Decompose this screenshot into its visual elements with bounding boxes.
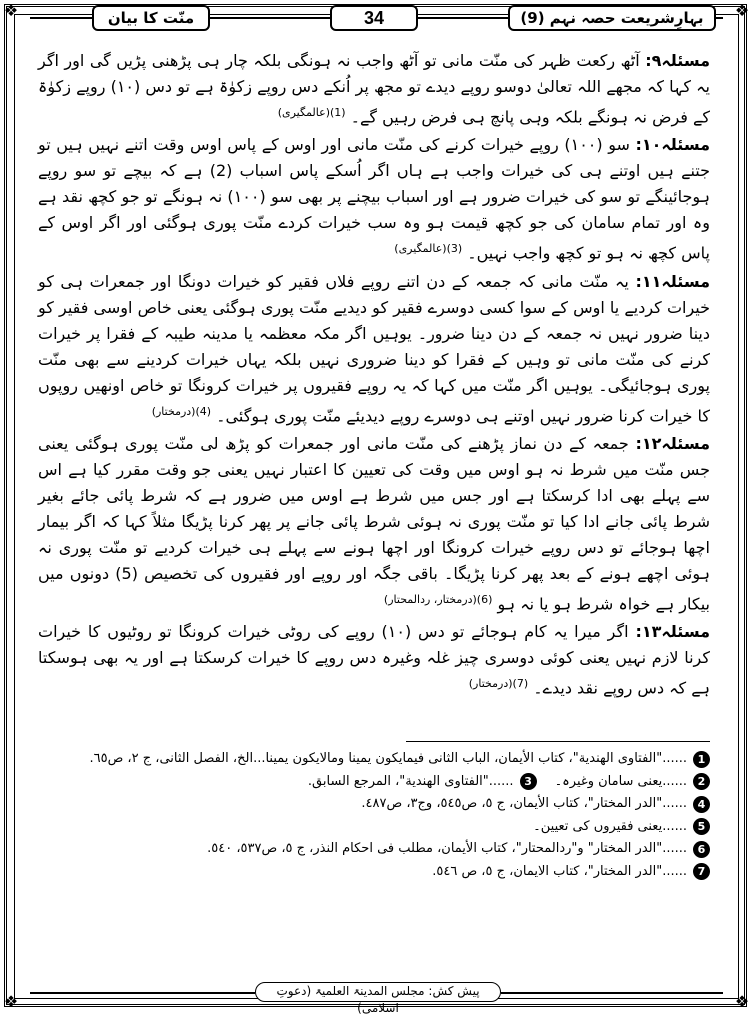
footnote-text: ......یعنی فقیروں کی تعیین۔ bbox=[533, 818, 687, 834]
masala-paragraph bbox=[38, 48, 710, 130]
footnote-number: 7 bbox=[693, 863, 710, 880]
publisher-credit: پیش کش: مجلس المدینۃ العلمیۃ (دعوتِ اسلامی) bbox=[255, 982, 501, 1002]
page-footer bbox=[30, 982, 723, 1015]
footnote bbox=[38, 838, 710, 861]
reference: (6)(درمختار، ردالمحتار) bbox=[383, 592, 493, 606]
masala-label: مسئلہ۱۰: bbox=[635, 135, 711, 155]
footnote-text: ......"الفتاوى الهندية"، المرجع السابق. bbox=[307, 773, 514, 789]
masala-paragraph bbox=[38, 431, 710, 617]
masala-paragraph bbox=[38, 269, 710, 429]
masala-text: جمعہ کے دن نماز پڑھنے کی منّت مانی اور جمعرات کو پڑھ لی منّت پوری ہوگئی یعنی جس منّت میں شرط نہ ہو اوس میں وقت کی تعیین کا اعتبار نہیں یعنی جو وقت مقرر کیا ہے اس سے پہلے بھی ادا کرسکتا ہے اور جس میں شرط ہے اوس میں ضرور ہے کہ شرط پائی جائے بغیر شرط پائی جانے ادا کیا تو منّت پوری نہ ہوئی شرط پائی جانے پر پھر کرنا پڑیگا مثلاً کہا کہ اگر بیمار اچھا ہوجائے تو دس روپے خیرات کرونگا اور اچھا ہونے سے پہلے ہی خیرات کردیے تو منّت پوری نہ ہوئی اچھے ہونے کے بعد پھر کرنا پڑیگا۔ باقی جگہ اور روپے اور فقیروں کی تخصیص (5) دونوں میں بیکار ہے خواہ شرط ہو یا نہ ہو bbox=[38, 433, 710, 614]
page-number: 34 bbox=[330, 5, 418, 31]
chapter-title: منّت کا بیان bbox=[92, 5, 210, 31]
corner-ornament-icon: ❖ bbox=[734, 1, 750, 20]
main-text bbox=[38, 48, 710, 704]
masala-label: مسئلہ۱۲: bbox=[635, 433, 710, 453]
corner-ornament-icon: ❖ bbox=[3, 1, 19, 20]
footnote bbox=[38, 748, 710, 771]
footnote-text: ......"الدر المختار"، كتاب الايمان، ج ٥، ص ٥٤٦. bbox=[432, 863, 687, 879]
masala-paragraph bbox=[38, 132, 710, 266]
reference: (1)(عالمگیری) bbox=[277, 106, 346, 119]
reference: (7)(درمختار) bbox=[468, 677, 529, 691]
masala-text: اگر میرا یہ کام ہوجائے تو دس (۱۰) روپے کی روٹی خیرات کرونگا تو روٹیوں کا خیرات کرنا لازم نہیں یعنی کوئی دوسری چیز غلہ وغیرہ دس روپے کا خیرات کرسکتا ہے اور یہ بھی ہوسکتا ہے کہ دس روپے نقد دیدے۔ bbox=[38, 622, 710, 698]
reference: (3)(عالمگیری) bbox=[394, 242, 463, 256]
header-rule bbox=[418, 17, 508, 19]
header-rule bbox=[716, 17, 723, 19]
masala-text: یہ منّت مانی کہ جمعہ کے دن اتنے روپے فلاں فقیر کو خیرات دونگا اور جمعرات ہی کو خیرات کردیے یا اوس کے سوا کسی دوسرے فقیر کو دیدیے منّت پوری ہوگئی یعنی خاص اوسی فقیر کو دینا ضرور نہیں نہ جمعہ کے دن دینا ضرور۔ یوہیں اگر مکہ معظمہ یا مدینہ طیبہ کے فقرا پر خیرات کرنے کی منّت مانی تو وہیں کے فقرا کو دینا ضروری نہیں بلکہ یہاں خیرات کردینے سے بھی منّت پوری ہوجائیگی۔ یوہیں اگر منّت میں کہا کہ یہ روپے فقیروں پر خیرات کرونگا تو خاص اونھیں روپوں کا خیرات کرنا ضرور نہیں اوتنے ہی دوسرے روپے دیدیئے منّت پوری ہوگئی۔ bbox=[38, 271, 710, 425]
page-header bbox=[30, 3, 723, 35]
footnote-number: 2 bbox=[693, 773, 710, 790]
footnote-number: 1 bbox=[693, 751, 710, 768]
footnote bbox=[38, 793, 710, 816]
footnote-text: ......یعنی سامان وغیرہ۔ bbox=[554, 773, 687, 789]
footnote bbox=[38, 771, 710, 794]
header-rule bbox=[210, 17, 330, 19]
footnote-separator bbox=[406, 741, 710, 742]
footnote-number: 6 bbox=[693, 841, 710, 858]
footer-rule bbox=[501, 992, 723, 994]
footnote-number: 3 bbox=[520, 773, 537, 790]
footnote-number: 4 bbox=[693, 796, 710, 813]
header-rule bbox=[30, 17, 92, 19]
footnote-text: ......"الفتاوى الهندية"، كتاب الأيمان، الباب الثانى فيمايكون يمينا ومالايكون يمينا...الخ، الفصل الثانى، ج ٢، ص٦٥. bbox=[89, 751, 687, 766]
masala-label: مسئلہ۱۱: bbox=[635, 271, 710, 291]
masala-label: مسئلہ۹: bbox=[645, 51, 711, 70]
corner-ornament-icon: ❖ bbox=[734, 992, 750, 1011]
footnote-text: ......"الدر المختار"، كتاب الأيمان، ج ٥، ص٥٤٥، وج٣، ص٤٨٧. bbox=[361, 796, 687, 811]
masala-paragraph bbox=[38, 619, 710, 701]
masala-text: سو (۱۰۰) روپے خیرات کرنے کی منّت مانی اور اوس کے پاس اوس وقت اتنے نہیں ہیں تو جتنے ہیں اوتنے ہی کی خیرات واجب ہے ہاں اگر اُسکے پاس اسباب (2) ہے کہ بیچے تو سو روپے ہوجائینگے تو سو کی خیرات ضرور ہے اور اسباب بیچنے پر بھی سو (۱۰۰) نہ ہونگے تو جو کچھ نقد ہے وہ اور تمام سامان کی جو کچھ قیمت ہو وہ سب خیرات کردے منّت پوری ہوگئی اور اگر اوس کے پاس کچھ نہ ہو تو کچھ واجب نہیں۔ bbox=[38, 135, 711, 263]
footnote-number: 5 bbox=[693, 818, 710, 835]
footnote-inline bbox=[308, 771, 537, 794]
footnote bbox=[38, 816, 710, 839]
footnote bbox=[38, 861, 710, 884]
masala-text: آٹھ رکعت ظہر کی منّت مانی تو آٹھ واجب نہ ہونگی بلکہ چار ہی پڑھنی پڑیں گی اور اگر یہ کہا کہ مجھے اللہ تعالیٰ دوسو روپے دیدے تو مجھ پر اُنکے دس روپے زکوٰۃ ہے تو دس (۱۰) روپے زکوٰۃ کے فرض نہ ہونگے بلکہ وہی پانچ ہی فرض رہیں گے۔ bbox=[38, 51, 710, 127]
reference: (4)(درمختار) bbox=[151, 404, 212, 418]
footnotes bbox=[38, 748, 710, 883]
footnote-text: ......"الدر المختار" و"ردالمحتار"، كتاب الأيمان، مطلب فى احكام النذر، ج ٥، ص٥٣٧، ٥٤٠. bbox=[207, 841, 687, 856]
corner-ornament-icon: ❖ bbox=[3, 992, 19, 1011]
masala-label: مسئلہ۱۳: bbox=[635, 622, 710, 642]
book-title: بہارِشریعت حصہ نہم (9) bbox=[508, 5, 716, 31]
footer-rule bbox=[30, 992, 255, 994]
